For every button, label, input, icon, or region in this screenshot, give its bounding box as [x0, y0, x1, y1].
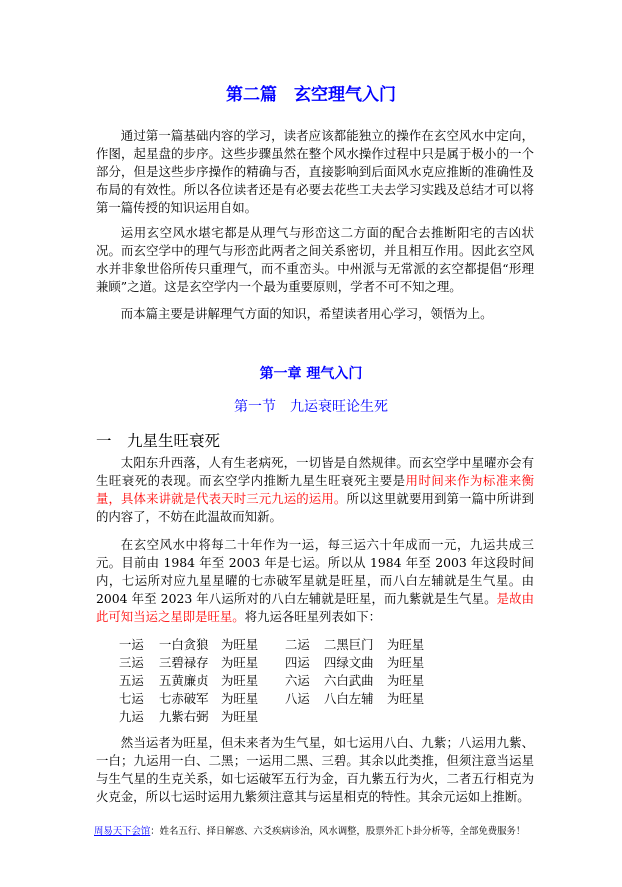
- status-cell: 为旺星: [221, 655, 259, 670]
- intro-paragraph-1: 通过第一篇基础内容的学习，读者应该都能独立的操作在玄空风水中定向，作图，起星盘的步序。这些步骤虽然在整个风水操作过程中只是属于极小的一个部分，但是这些步序操作的精确与否，直接影响到后面风水克应推断的准确性及布局的有效性。所以各位读者还是有必要去花些工夫去学习实践及总结才可以将第一篇传授的知识运用自如。: [96, 128, 534, 215]
- intro-paragraph-3: 而本篇主要是讲解理气方面的知识，希望读者用心学习，领悟为上。: [120, 306, 493, 321]
- period-cell: 五运: [119, 673, 144, 688]
- status-cell: 为旺星: [221, 709, 259, 724]
- star-cell: 一白贪狼: [159, 637, 209, 652]
- body-text: 在玄空风水中将每二十年作为一运，每三运六十年成而一元，九运共成三元。目前由 1984 年至 2003 年是七运。所以从 1984 年至 2003 年这段时间内，七运所对应九星星曜的七赤破军星就是旺星，而八白左辅就是生气星。由 2004 年至 2023 年八运所对的八白左辅就是旺星，而九紫就是生气星。: [96, 537, 534, 606]
- status-cell: 为旺星: [221, 673, 259, 688]
- period-cell: 一运: [119, 637, 144, 652]
- highlighted-text: 用时间来作为标准来衡量，具体来讲就是代表天时三元九运的运用。: [96, 473, 535, 506]
- status-cell: 为旺星: [221, 637, 259, 652]
- body-text: 所以这里就要用到第一篇中所讲到的内容了，不妨在此温故而知新。: [96, 491, 535, 524]
- star-cell: 二黑巨门: [324, 637, 374, 652]
- status-cell: 为旺星: [387, 655, 425, 670]
- star-cell: 七赤破军: [159, 691, 209, 706]
- star-cell: 六白武曲: [324, 673, 374, 688]
- body-text: 将九运各旺星列表如下：: [244, 609, 381, 624]
- period-cell: 八运: [285, 691, 310, 706]
- star-cell: 八白左辅: [324, 691, 374, 706]
- body-paragraph-1: [96, 454, 534, 526]
- section-title: 第一节 九运衰旺论生死: [234, 399, 388, 415]
- star-cell: 九紫右弼: [159, 709, 209, 724]
- body-paragraph-2: [96, 536, 534, 626]
- status-cell: 为旺星: [221, 691, 259, 706]
- footer: [94, 823, 525, 837]
- footer-link[interactable]: 周易天下会馆: [94, 826, 151, 837]
- status-cell: 为旺星: [387, 691, 425, 706]
- body-text: 太阳东升西落，人有生老病死，一切皆是自然规律。而玄空学中星曜亦会有生旺衰死的表现。而玄空学内推断九星生旺衰死主要是: [96, 455, 534, 488]
- footer-text: ：姓名五行、择日解惑、六爻疾病诊治，风水调整，股票外汇卜卦分析等，全部免费服务！: [150, 826, 526, 837]
- body-paragraph-3: 然当运者为旺星，但未来者为生气星，如七运用八白、九紫；八运用九紫、一白；九运用一白、二黑；一运用二黑、三碧。其余以此类推，但须注意当运星与生气星的生克关系，如七运破军五行为金，百九紫五行为火，二者五行相克为火克金，所以七运时运用九紫须注意其与运星相克的特性。其余元运如上推断。: [96, 735, 534, 804]
- intro-paragraph-2: 运用玄空风水堪宅都是从理气与形峦这二方面的配合去推断阳宅的吉凶状况。而玄空学中的理气与形峦此两者之间关系密切，并且相互作用。因此玄空风水并非象世俗所传只重理气，而不重峦头。中州派与无常派的玄空都提倡“形理兼顾”之道。这是玄空学内一个最为重要原则，学者不可不知之理。: [96, 225, 534, 294]
- period-cell: 三运: [119, 655, 144, 670]
- period-cell: 七运: [119, 691, 144, 706]
- period-cell: 九运: [119, 709, 144, 724]
- subsection-heading: 一 九星生旺衰死: [96, 432, 221, 450]
- status-cell: 为旺星: [387, 673, 425, 688]
- star-cell: 三碧禄存: [159, 655, 209, 670]
- chapter-title: 第一章 理气入门: [259, 366, 363, 382]
- star-cell: 五黄廉贞: [159, 673, 209, 688]
- status-cell: 为旺星: [387, 637, 425, 652]
- highlighted-text: 是故由此可知当运之星即是旺星。: [96, 591, 534, 624]
- star-cell: 四绿文曲: [324, 655, 374, 670]
- period-cell: 六运: [285, 673, 310, 688]
- period-cell: 二运: [285, 637, 310, 652]
- part-title: 第二篇 玄空理气入门: [226, 85, 396, 105]
- period-cell: 四运: [285, 655, 310, 670]
